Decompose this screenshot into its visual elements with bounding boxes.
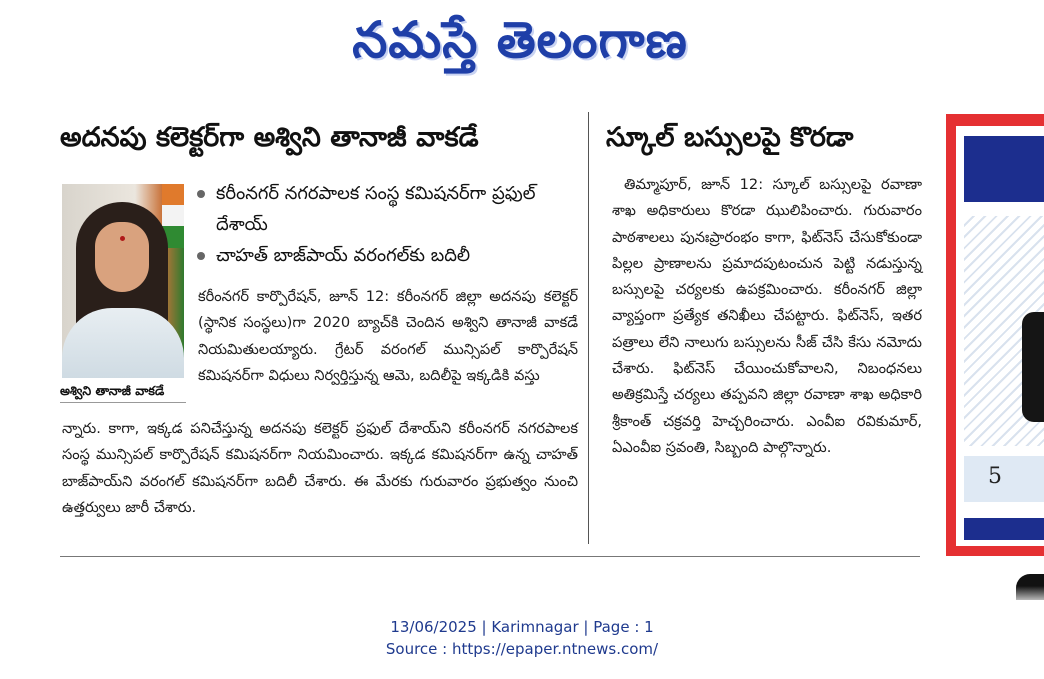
highlight-bullets <box>194 178 582 271</box>
column-divider <box>588 112 589 544</box>
left-body-paragraph-2: న్నారు. కాగా, ఇక్కడ పనిచేస్తున్న అదనపు కలెక్టర్ ప్రఫుల్ దేశాయ్‌ని కరీంనగర్ నగరపాలక సంస్థ మున్సిపల్ కార్పొరేషన్ కమిషనర్‌గా నియమించారు. ఇక్కడ కమిషనర్‌గా ఉన్న చాహత్ బాజ్‌పాయ్‌ని వరంగల్ కమిషనర్‌గా బదిలీ చేశారు. ఈ మేరకు గురువారం ప్రభుత్వం నుంచి ఉత్తర్వులు జారీ చేశారు. <box>62 420 578 516</box>
right-article-body <box>612 172 922 461</box>
masthead-logo: నమస్తే తెలంగాణ <box>352 11 688 69</box>
bullet-item: చాహత్ బాజ్‌పాయ్ వరంగల్‌కు బదిలీ <box>194 240 582 271</box>
photo-caption: అశ్విని తానాజీ వాకడే <box>60 380 186 403</box>
right-article-headline: స్కూల్ బస్సులపై కొరడా <box>606 122 854 153</box>
left-article-headline: అదనపు కలెక్టర్‌గా అశ్విని తానాజీ వాకడే <box>60 122 479 153</box>
collector-photo <box>62 184 184 378</box>
left-body-paragraph-1: కరీంనగర్ కార్పొరేషన్, జూన్ 12: కరీంనగర్ జిల్లా అదనపు కలెక్టర్ (స్థానిక సంస్థలు)గా 2020 బ్యాచ్‌కి చెందిన అశ్విని తానాజీ వాకడే నియమితులయ్యారు. గ్రేటర్ వరంగల్ మున్సిపల్ కార్పొరేషన్ కమిషనర్‌గా విధులు నిర్వర్తిస్తున్న ఆమె, బదిలీపై ఇక్కడికి వస్తు <box>198 288 578 384</box>
side-advertisement <box>946 114 1044 556</box>
footer-source-line: Source : https://epaper.ntnews.com/ <box>385 640 659 658</box>
footer-date-line: 13/06/2025 | Karimnagar | Page : 1 <box>390 618 654 636</box>
left-article-body-full <box>62 416 578 521</box>
bullet-item: కరీంనగర్ నగరపాలక సంస్థ కమిషనర్‌గా ప్రఫుల్ దేశాయ్ <box>194 178 582 240</box>
bottom-divider <box>60 556 920 557</box>
right-body-paragraph: తిమ్మాపూర్, జూన్ 12: స్కూల్ బస్సులపై రవాణా శాఖ అధికారులు కొరడా ఝులిపించారు. గురువారం పాఠశాలలు పునఃప్రారంభం కాగా, ఫిట్‌నెస్ చేసుకోకుండా పిల్లల ప్రాణాలను ప్రమాదపుటంచున పెట్టి నడుస్తున్న బస్సులపై చర్యలకు ఉపక్రమించారు. కరీంనగర్ జిల్లా వ్యాప్తంగా ప్రత్యేక తనిఖీలు చేపట్టారు. ఫిట్‌నెస్, ఇతర పత్రాలు లేని నాలుగు బస్సులను సీజ్ చేసి కేసు నమోదు చేశారు. ఫిట్‌నెస్ చేయించుకోవాలని, నిబంధనలు అతిక్రమిస్తే చర్యలు తప్పవని జిల్లా రవాణా శాఖ అధికారి శ్రీకాంత్ చక్రవర్తి హెచ్చరించారు. ఎంవీఐ రవికుమార్, ఏఎంవీఐ స్రవంతి, సిబ్బంది పాల్గొన్నారు. <box>612 176 922 456</box>
left-article-body-wrap <box>198 284 578 389</box>
source-footer <box>0 616 1044 660</box>
ad-number: 5 <box>988 464 1002 489</box>
